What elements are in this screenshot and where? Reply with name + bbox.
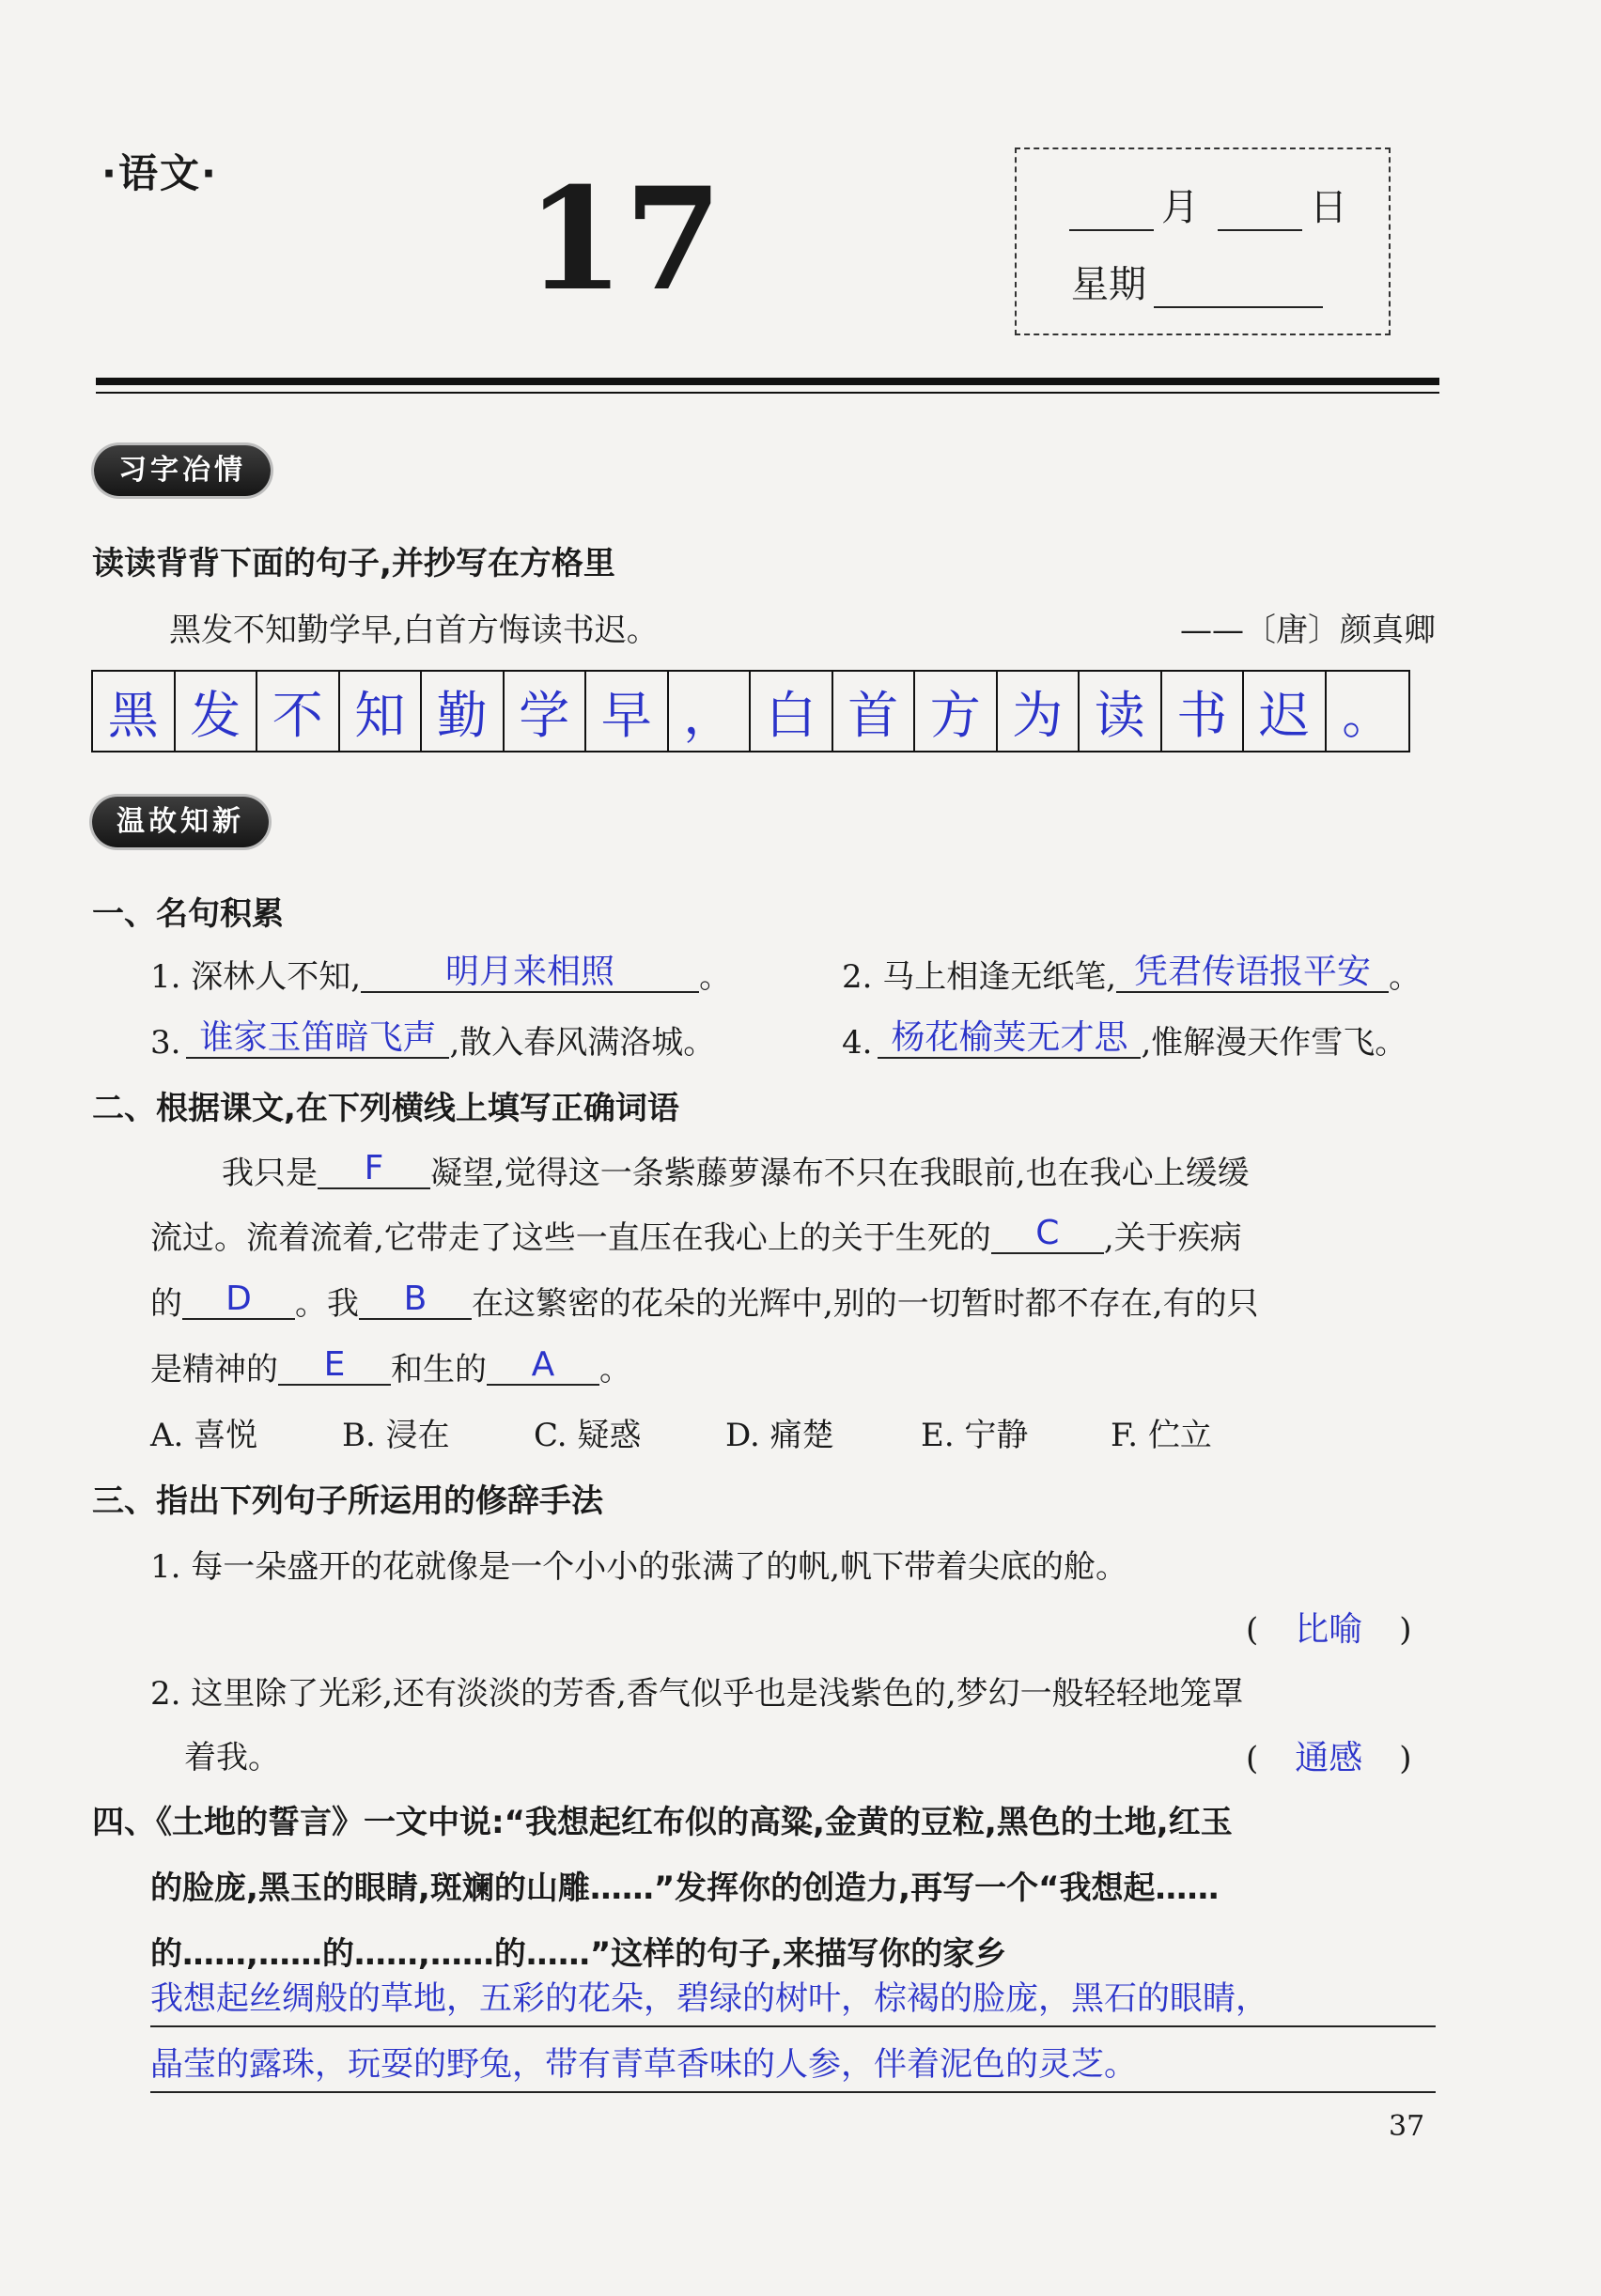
q1-title: 一、名句积累 — [92, 895, 284, 933]
date-month-day — [1062, 178, 1347, 231]
section-badge-review: 温故知新 — [92, 797, 269, 847]
q2-option-f: F. 伫立 — [1111, 1417, 1212, 1454]
q3-answer-1[interactable]: 比喻 — [1295, 1610, 1363, 1649]
lesson-number: 17 — [526, 157, 723, 322]
q2-option-b: B. 浸在 — [342, 1417, 450, 1454]
q3-title: 三、指出下列句子所运用的修辞手法 — [92, 1482, 603, 1520]
q1-item3-prefix: 3. — [150, 1024, 181, 1062]
q3-paren: ( — [1246, 1740, 1259, 1777]
month-blank[interactable] — [1069, 197, 1154, 231]
grid-cell[interactable]: 学 — [505, 672, 587, 751]
q2-title: 二、根据课文,在下列横线上填写正确词语 — [92, 1090, 679, 1127]
header-divider-thin — [96, 392, 1439, 394]
q1-item3-suffix: ,散入春风满洛城。 — [449, 1024, 716, 1062]
q2-blank-3[interactable]: D — [182, 1280, 295, 1320]
grid-cell[interactable]: 知 — [340, 672, 423, 751]
grid-cell[interactable]: 方 — [915, 672, 998, 751]
q2-text: 流过。流着流着,它带走了这些一直压在我心上的关于生死的 — [150, 1219, 991, 1257]
q1-item2-prefix: 2. 马上相逢无纸笔, — [842, 958, 1117, 996]
q2-text: 。我 — [295, 1285, 359, 1323]
q2-option-e: E. 宁静 — [921, 1417, 1029, 1454]
q1-item1-answer[interactable]: 明月来相照 — [361, 954, 699, 993]
q3-paren: ( — [1246, 1611, 1259, 1649]
q2-text: 的 — [150, 1285, 182, 1323]
grid-cell[interactable]: 书 — [1162, 672, 1245, 751]
q1-item2-suffix: 。 — [1389, 958, 1422, 996]
q2-line4 — [150, 1343, 631, 1389]
q2-text: 是精神的 — [150, 1351, 278, 1388]
day-label: 日 — [1310, 186, 1347, 229]
quote-text: 黑发不知勤学早,白首方悔读书迟。 — [169, 612, 659, 649]
grid-cell[interactable]: 白 — [751, 672, 833, 751]
q1-item3-answer[interactable]: 谁家玉笛暗飞声 — [186, 1019, 449, 1059]
grid-cell[interactable]: 发 — [176, 672, 258, 751]
q1-item1-suffix: 。 — [699, 958, 732, 996]
subject-label: ·语文· — [101, 150, 218, 196]
page-number: 37 — [1389, 2110, 1425, 2143]
q1-item4 — [842, 1016, 1407, 1063]
q4-line-3: 的……,……的……,……的……”这样的句子,来描写你的家乡 — [150, 1935, 1007, 1973]
q3-answer-2-wrap — [1246, 1731, 1412, 1779]
day-blank[interactable] — [1218, 197, 1302, 231]
q3-sentence-2a: 2. 这里除了光彩,还有淡淡的芳香,香气似乎也是浅紫色的,梦幻一般轻轻地笼罩 — [150, 1675, 1244, 1713]
q2-text: 和生的 — [391, 1351, 487, 1388]
q2-text: 我只是 — [222, 1155, 318, 1192]
q1-item4-prefix: 4. — [842, 1024, 873, 1062]
month-label: 月 — [1161, 186, 1199, 229]
q2-option-d: D. 痛楚 — [725, 1417, 834, 1454]
q2-line1 — [222, 1147, 1250, 1193]
weekday-label: 星期 — [1071, 263, 1146, 306]
q1-item2-answer[interactable]: 凭君传语报平安 — [1116, 954, 1389, 993]
q1-item1 — [150, 951, 731, 997]
grid-cell[interactable]: 不 — [257, 672, 340, 751]
q1-item3 — [150, 1016, 715, 1063]
q2-blank-4[interactable]: B — [359, 1280, 472, 1320]
q3-sentence-2b: 着我。 — [184, 1739, 280, 1776]
grid-cell[interactable]: 黑 — [93, 672, 176, 751]
q3-answer-1-wrap — [1246, 1603, 1412, 1651]
q3-answer-2[interactable]: 通感 — [1295, 1739, 1363, 1777]
grid-cell[interactable]: 读 — [1080, 672, 1162, 751]
q4-answer-line-1[interactable]: 我想起丝绸般的草地，五彩的花朵，碧绿的树叶，棕褐的脸庞，黑石的眼睛， — [150, 1973, 1436, 2027]
grid-cell[interactable]: 早 — [586, 672, 669, 751]
grid-cell[interactable]: 为 — [998, 672, 1080, 751]
grid-cell[interactable]: 。 — [1342, 685, 1393, 745]
q2-blank-2[interactable]: C — [991, 1215, 1104, 1254]
q2-option-c: C. 疑惑 — [534, 1417, 642, 1454]
date-weekday — [1071, 255, 1330, 308]
q2-line2 — [150, 1212, 1242, 1258]
q2-line3 — [150, 1278, 1259, 1324]
q2-option-a: A. 喜悦 — [150, 1417, 258, 1454]
q2-text: 。 — [599, 1351, 631, 1388]
section-badge-calligraphy: 习字冶情 — [94, 445, 271, 496]
q2-text: 凝望,觉得这一条紫藤萝瀑布不只在我眼前,也在我心上缓缓 — [430, 1155, 1250, 1192]
q1-item2 — [842, 951, 1421, 997]
grid-cell[interactable]: ， — [669, 672, 752, 751]
date-box — [1015, 147, 1391, 335]
q2-text: ,关于疾病 — [1103, 1219, 1242, 1257]
copy-grid — [91, 670, 1410, 752]
q2-text: 在这繁密的花朵的光辉中,别的一切暂时都不存在,有的只 — [472, 1285, 1259, 1323]
header-divider — [96, 378, 1439, 385]
q1-item1-prefix: 1. 深林人不知, — [150, 958, 362, 996]
quote-source: ——〔唐〕颜真卿 — [1180, 612, 1436, 649]
q4-answer-line-2[interactable]: 晶莹的露珠，玩耍的野兔，带有青草香味的人参，伴着泥色的灵芝。 — [150, 2039, 1436, 2093]
q4-line-1: 四、《土地的誓言》一文中说:“我想起红布似的高粱,金黄的豆粒,黑色的土地,红玉 — [92, 1804, 1233, 1841]
q3-paren: ) — [1399, 1611, 1412, 1649]
q3-sentence-1: 1. 每一朵盛开的花就像是一个小小的张满了的帆,帆下带着尖底的舱。 — [150, 1548, 1128, 1586]
q1-item4-suffix: ,惟解漫天作雪飞。 — [1141, 1024, 1407, 1062]
grid-cell[interactable]: 迟 — [1244, 672, 1327, 751]
weekday-blank[interactable] — [1154, 274, 1323, 308]
q2-blank-6[interactable]: A — [487, 1346, 599, 1386]
q1-item4-answer[interactable]: 杨花榆荚无才思 — [878, 1019, 1141, 1059]
grid-cell[interactable]: 勤 — [422, 672, 505, 751]
q4-line-2: 的脸庞,黑玉的眼睛,斑斓的山雕……”发挥你的创造力,再写一个“我想起…… — [150, 1869, 1220, 1907]
copy-instruction: 读读背背下面的句子,并抄写在方格里 — [92, 545, 615, 582]
grid-cell[interactable]: 首 — [833, 672, 916, 751]
q3-paren: ) — [1399, 1740, 1412, 1777]
q2-blank-1[interactable]: F — [318, 1150, 430, 1189]
q2-blank-5[interactable]: E — [278, 1346, 391, 1386]
